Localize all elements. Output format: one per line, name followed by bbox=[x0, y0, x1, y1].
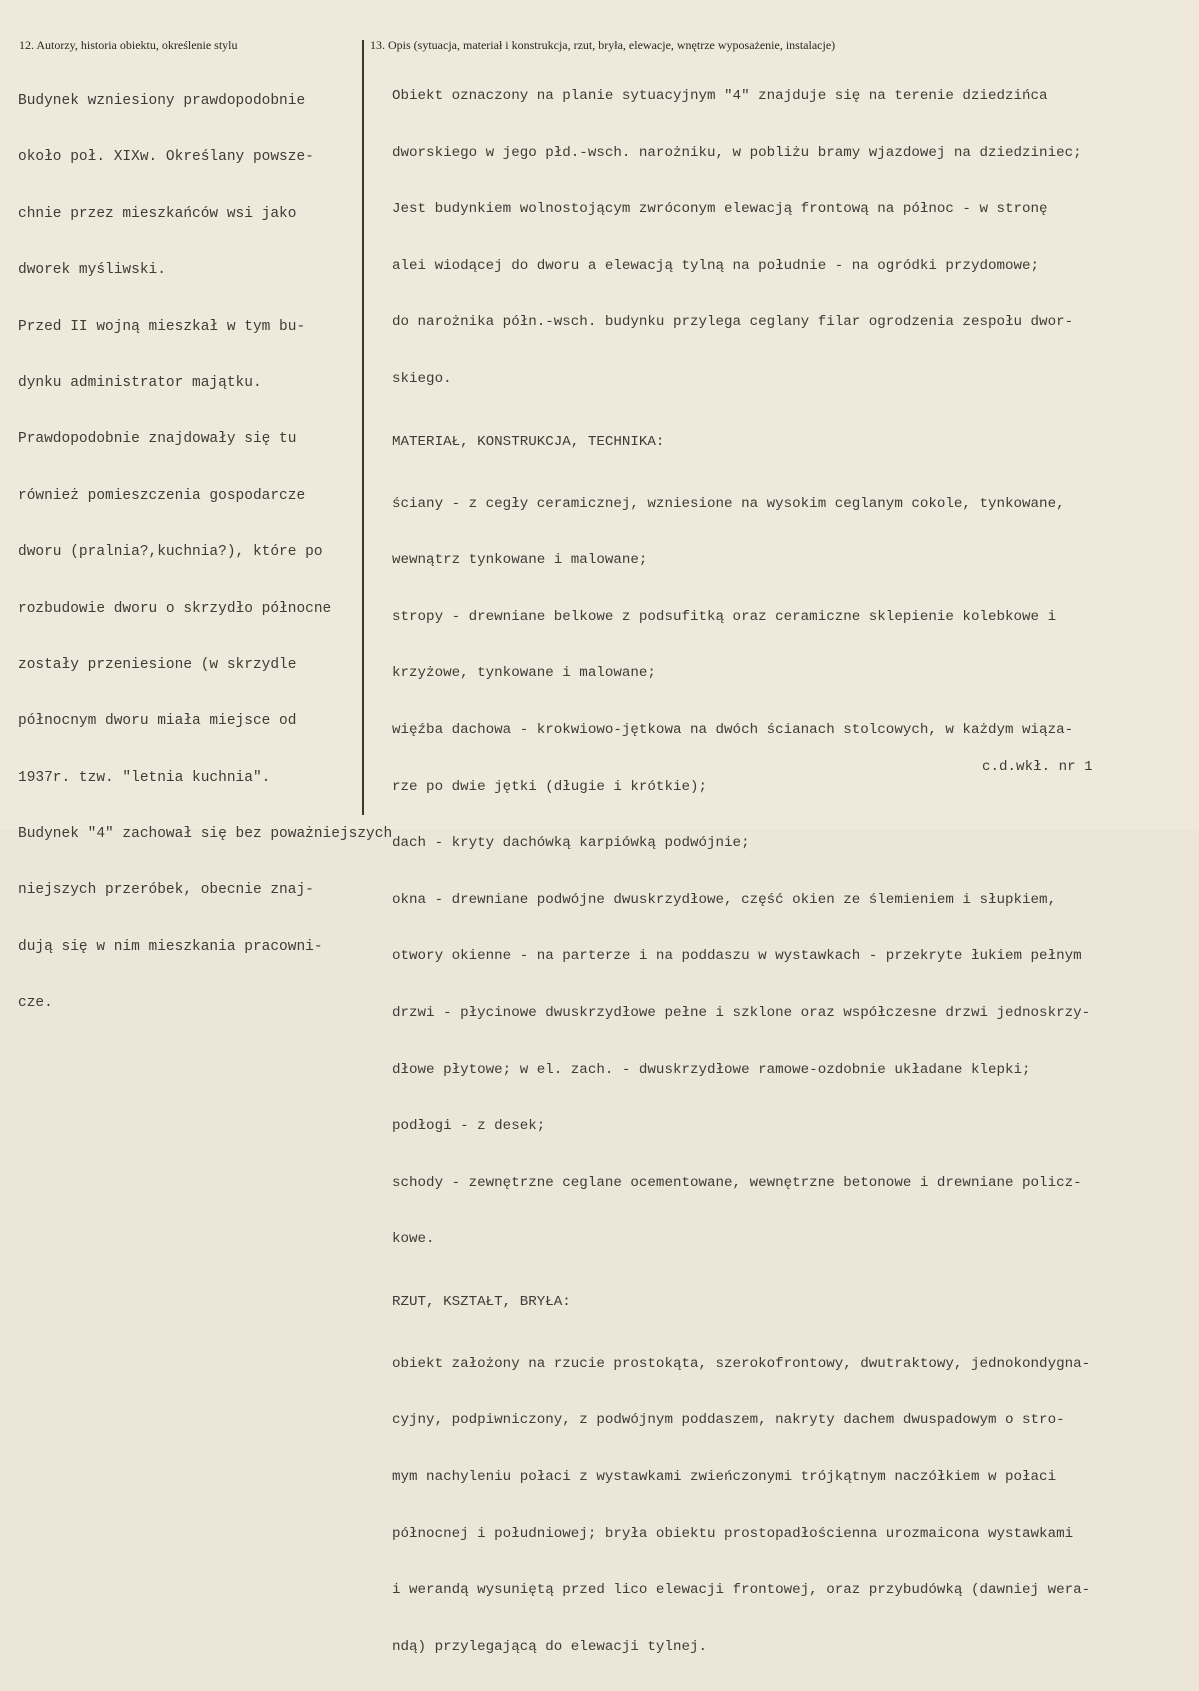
history-line: dworek myśliwski. bbox=[18, 262, 166, 279]
intro-line: skiego. bbox=[392, 370, 452, 387]
material-line: schody - zewnętrzne ceglane ocementowane, wewnętrzne betonowe i drewniane policz- bbox=[392, 1174, 1082, 1191]
history-line: rozbudowie dworu o skrzydło północne bbox=[18, 600, 332, 617]
continuation-note: c.d.wkł. nr 1 bbox=[982, 759, 1093, 775]
material-line: ściany - z cegły ceramicznej, wzniesione na wysokim ceglanym cokole, tynkowane, bbox=[392, 495, 1065, 512]
history-line: Budynek "4" zachował się bez poważniejszych bbox=[18, 826, 393, 843]
intro-line: alei wiodącej do dworu a elewacją tylną na południe - na ogródki przydomowe; bbox=[392, 257, 1040, 274]
history-line: zostały przeniesione (w skrzydle bbox=[18, 656, 297, 673]
material-line: więźba dachowa - krokwiowo-jętkowa na dwóch ścianach stolcowych, w każdym wiąza- bbox=[392, 721, 1074, 738]
plan-line: ndą) przylegającą do elewacji tylnej. bbox=[392, 1638, 708, 1655]
material-line: otwory okienne - na parterze i na poddaszu w wystawkach - przekryte łukiem pełnym bbox=[392, 948, 1082, 965]
history-line: Przed II wojną mieszkał w tym bu- bbox=[18, 318, 306, 335]
history-text bbox=[18, 57, 392, 1048]
material-line: dłowe płytowe; w el. zach. - dwuskrzydłowe ramowe-ozdobnie układane klepki; bbox=[392, 1061, 1031, 1078]
material-line: dach - kryty dachówką karpiówką podwójnie; bbox=[392, 835, 750, 852]
intro-line: dworskiego w jego płd.-wsch. narożniku, w pobliżu bramy wjazdowej na dziedziniec; bbox=[392, 144, 1082, 161]
material-line: kowe. bbox=[392, 1231, 435, 1248]
plan-line: i werandą wysuniętą przed lico elewacji frontowej, oraz przybudówką (dawniej wera- bbox=[392, 1582, 1091, 1599]
material-line: podłogi - z desek; bbox=[392, 1118, 546, 1135]
material-line: okna - drewniane podwójne dwuskrzydłowe, część okien ze ślemieniem i słupkiem, bbox=[392, 891, 1057, 908]
history-line: dworu (pralnia?,kuchnia?), które po bbox=[18, 544, 323, 561]
intro-line: Obiekt oznaczony na planie sytuacyjnym "4" znajduje się na terenie dziedzińca bbox=[392, 88, 1048, 104]
history-line: dują się w nim mieszkania pracowni- bbox=[18, 938, 323, 955]
material-line: wewnątrz tynkowane i malowane; bbox=[392, 552, 648, 569]
intro-line: Jest budynkiem wolnostojącym zwróconym elewacją frontową na północ - w stronę bbox=[392, 201, 1048, 218]
history-line: cze. bbox=[18, 995, 53, 1012]
history-line: dynku administrator majątku. bbox=[18, 374, 262, 391]
history-line: północnym dworu miała miejsce od bbox=[18, 713, 297, 730]
history-line: również pomieszczenia gospodarcze bbox=[18, 487, 306, 504]
plan-line: północnej i południowej; bryła obiektu prostopadłościenna urozmaicona wystawkami bbox=[392, 1525, 1074, 1542]
intro-line: do narożnika półn.-wsch. budynku przylega ceglany filar ogrodzenia zespołu dwor- bbox=[392, 314, 1074, 331]
history-line: chnie przez mieszkańców wsi jako bbox=[18, 205, 297, 222]
history-line: 1937r. tzw. "letnia kuchnia". bbox=[18, 769, 271, 786]
material-heading: MATERIAŁ, KONSTRUKCJA, TECHNIKA: bbox=[392, 433, 665, 450]
plan-line: mym nachyleniu połaci z wystawkami zwieńczonymi trójkątnym naczółkiem w połaci bbox=[392, 1469, 1057, 1486]
plan-heading: RZUT, KSZTAŁT, BRYŁA: bbox=[392, 1293, 571, 1310]
material-line: krzyżowe, tynkowane i malowane; bbox=[392, 665, 656, 682]
section-12-heading: 12. Autorzy, historia obiektu, określenie stylu bbox=[19, 38, 238, 52]
history-line: niejszych przeróbek, obecnie znaj- bbox=[18, 882, 314, 899]
material-line: drzwi - płycinowe dwuskrzydłowe pełne i szklone oraz współczesne drzwi jednoskrzy- bbox=[392, 1004, 1091, 1021]
plan-line: cyjny, podpiwniczony, z podwójnym poddaszem, nakryty dachem dwuspadowym o stro- bbox=[392, 1412, 1065, 1429]
history-line: Budynek wzniesiony prawdopodobnie bbox=[18, 93, 306, 109]
material-line: rze po dwie jętki (długie i krótkie); bbox=[392, 778, 708, 795]
history-line: około poł. XIXw. Określany powsze- bbox=[18, 149, 314, 166]
history-line: Prawdopodobnie znajdowały się tu bbox=[18, 431, 297, 448]
section-13-heading: 13. Opis (sytuacja, materiał i konstrukcja, rzut, bryła, elewacje, wnętrze wyposażenie, instalacje) bbox=[370, 38, 836, 52]
plan-line: obiekt założony na rzucie prostokąta, szerokofrontowy, dwutraktowy, jednokondygna- bbox=[392, 1355, 1091, 1372]
material-line: stropy - drewniane belkowe z podsufitką oraz ceramiczne sklepienie kolebkowe i bbox=[392, 608, 1057, 625]
description-text bbox=[392, 52, 1090, 1691]
